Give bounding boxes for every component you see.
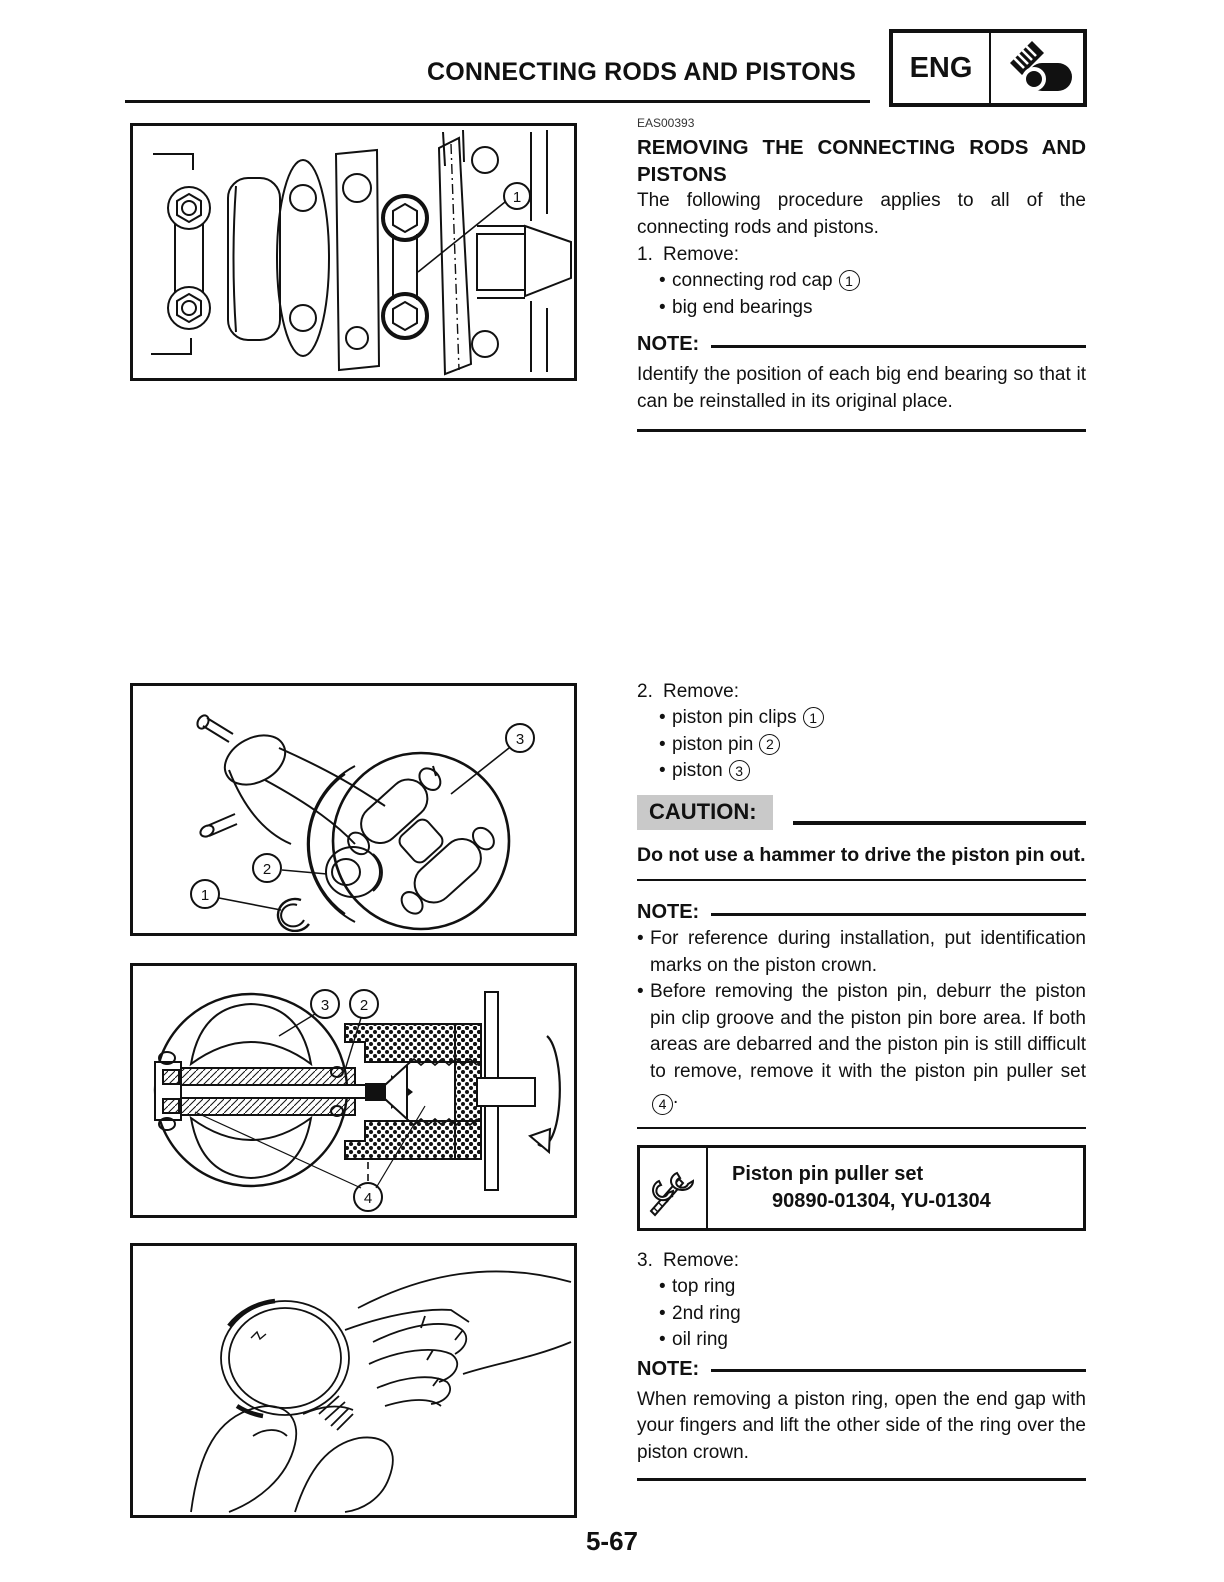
bullet-dot: • [659, 1276, 666, 1297]
fig2-callout-1: 1 [200, 887, 210, 904]
step3-number: 3. [637, 1250, 653, 1271]
note3-rule [711, 1369, 1086, 1372]
step1-verb: Remove: [663, 244, 740, 265]
step2-bullet-piston-pin [659, 732, 1086, 759]
procedure-intro-block [637, 116, 1086, 432]
bullet-text: piston pin clips [672, 707, 797, 728]
fig2-callout-3: 3 [515, 731, 525, 748]
bullet-text-post: . [673, 1087, 679, 1108]
caution-header [637, 795, 1086, 830]
step3-bullet-2nd-ring [659, 1301, 1086, 1328]
note1-rule [711, 345, 1086, 348]
bullet-dot: • [659, 1302, 666, 1324]
step2-bullet-pin-clips [659, 705, 1086, 732]
section-intro: The following procedure applies to all of the connecting rods and pistons. [637, 190, 1086, 238]
bullet-dot: • [659, 296, 666, 318]
fig2-callout-2: 2 [262, 861, 272, 878]
note1-header [637, 333, 1086, 356]
bullet-text [650, 979, 1086, 1113]
bullet-text: For reference during installation, put identification marks on the piston crown. [650, 928, 1086, 976]
note2-bullet-marks [637, 926, 1086, 979]
caution-end-rule [637, 879, 1086, 882]
note3-text: When removing a piston ring, open the end gap with your fingers and lift the other side of the ring over the piston crown. [637, 1388, 1086, 1463]
special-tool-box [637, 1145, 1086, 1231]
figure-piston-assembly [130, 683, 577, 936]
note2-end-rule [637, 1127, 1086, 1130]
caution-label: CAUTION: [637, 795, 773, 830]
step2-head [637, 678, 1086, 705]
note2-rule [711, 913, 1086, 916]
fig3-callout-2: 2 [359, 997, 369, 1014]
step2-bullet-piston [659, 758, 1086, 785]
callout-ref-1: 1 [839, 270, 860, 291]
figure-crankshaft [130, 123, 577, 381]
eng-badge-label: ENG [893, 33, 991, 103]
note2-header [637, 901, 1086, 924]
bullet-dot: • [659, 1329, 666, 1350]
tool-name: Piston pin puller set [732, 1163, 924, 1185]
bullet-text: big end bearings [672, 296, 813, 318]
note3-end-rule [637, 1478, 1086, 1481]
step1-number: 1. [637, 244, 653, 265]
figure-ring-removal [130, 1243, 577, 1518]
note2-bullet-deburr [637, 979, 1086, 1113]
figure-pin-puller-section [130, 963, 577, 1218]
bullet-dot: • [659, 760, 666, 781]
tool-text [708, 1148, 1083, 1228]
step1-bullet-rod-cap [659, 268, 1086, 295]
page-number: 5-67 [585, 1526, 639, 1556]
step2-verb: Remove: [663, 681, 740, 702]
section-badge [889, 29, 1087, 107]
step1-head [637, 241, 1086, 268]
doc-code: EAS00393 [637, 116, 695, 130]
bullet-text-pre: Before removing the piston pin, deburr the piston pin clip groove and the piston pin bore area. If both areas are debarred and the piston pin is still difficult to remove, remove it with the piston pin puller set [650, 981, 1086, 1082]
step3-head [637, 1247, 1086, 1274]
callout-ref-2: 2 [759, 734, 780, 755]
note1-label: NOTE: [637, 333, 700, 355]
step2-number: 2. [637, 681, 653, 702]
step3-verb: Remove: [663, 1250, 740, 1271]
bullet-text: oil ring [672, 1329, 728, 1350]
note1-text: Identify the position of each big end bearing so that it can be reinstalled in its original place. [637, 364, 1086, 412]
note3-label: NOTE: [637, 1357, 700, 1380]
callout-ref-1: 1 [803, 707, 824, 728]
step3-bullet-oil-ring [659, 1327, 1086, 1354]
bullet-text: piston [672, 760, 723, 781]
step3-bullet-top-ring [659, 1274, 1086, 1301]
bullet-dot: • [659, 707, 666, 728]
page-title: CONNECTING RODS AND PISTONS [426, 58, 856, 86]
engine-icon [991, 33, 1083, 103]
section-heading: REMOVING THE CONNECTING RODS AND PISTONS [637, 136, 1086, 186]
callout-ref-4: 4 [652, 1094, 673, 1115]
bullet-text: 2nd ring [672, 1302, 741, 1324]
procedure-steps-block [637, 678, 1086, 1481]
bullet-dot: • [637, 928, 644, 949]
tool-icon [640, 1148, 708, 1228]
bullet-dot: • [637, 981, 644, 1002]
fig1-callout-1: 1 [512, 189, 522, 206]
bullet-text: piston pin [672, 733, 754, 755]
fig3-callout-4: 4 [363, 1190, 373, 1207]
bullet-text: top ring [672, 1276, 736, 1297]
caution-text: Do not use a hammer to drive the piston pin out. [637, 843, 1086, 866]
step1-bullet-bearings [659, 295, 1086, 322]
callout-ref-3: 3 [729, 760, 750, 781]
caution-rule [793, 821, 1086, 825]
tool-part-numbers: 90890-01304, YU-01304 [772, 1190, 991, 1212]
bullet-dot: • [659, 270, 666, 291]
bullet-dot: • [659, 733, 666, 755]
bullet-text: connecting rod cap [672, 270, 833, 291]
note2-label: NOTE: [637, 901, 700, 923]
note1-end-rule [637, 429, 1086, 432]
header-rule [125, 100, 870, 103]
fig3-callout-3: 3 [320, 997, 330, 1014]
note3-header [637, 1358, 1086, 1381]
